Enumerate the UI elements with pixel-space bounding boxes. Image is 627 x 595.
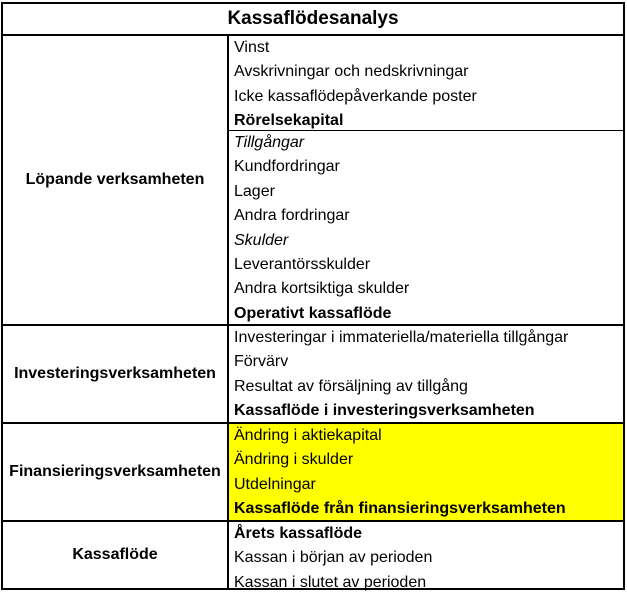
section-label: Kassaflöde [3,522,229,588]
section-items-highlighted [229,424,623,520]
section-kassaflode [3,520,623,591]
section-investering [3,324,623,422]
row-icke-kassaflode: Icke kassaflödepåverkande poster [234,87,477,105]
row-operativt-kassaflode: Operativt kassaflöde [234,304,392,322]
row-leverantorsskulder: Leverantörsskulder [234,255,371,273]
row-resultat-forsaljning: Resultat av försäljning av tillgång [234,377,468,395]
row-avskrivningar: Avskrivningar och nedskrivningar [234,63,469,81]
row-kassaflode-investering: Kassaflöde i investeringsverksamheten [234,402,535,420]
row-forvarv: Förvärv [234,353,289,371]
table-title: Kassaflödesanalys [3,4,623,36]
section-items [229,522,623,591]
section-items [229,36,623,324]
section-lopande [3,36,623,324]
row-kassaflode-finansiering: Kassaflöde från finansieringsverksamheten [234,500,566,518]
row-rorelsekapital: Rörelsekapital [234,112,344,130]
section-label: Finansieringsverksamheten [3,424,229,520]
section-items [229,326,623,422]
row-andring-skulder: Ändring i skulder [234,451,354,469]
row-arets-kassaflode: Årets kassaflöde [234,525,363,542]
row-kassan-slutet: Kassan i slutet av perioden [234,573,427,591]
cashflow-table [1,2,625,590]
row-andra-fordringar: Andra fordringar [234,207,350,225]
row-skulder: Skulder [234,231,289,249]
section-label: Löpande verksamheten [3,36,229,324]
row-lager: Lager [234,182,275,200]
row-kassan-borjan: Kassan i början av perioden [234,549,433,567]
row-tillgangar: Tillgångar [234,134,305,151]
section-label: Investeringsverksamheten [3,326,229,422]
row-kundfordringar: Kundfordringar [234,158,340,176]
subgroup-working-capital [229,130,623,324]
section-finansiering [3,422,623,520]
row-investeringar: Investeringar i immateriella/materiella tillgångar [234,329,569,346]
subgroup-result [229,36,623,128]
row-vinst: Vinst [234,39,270,56]
row-andra-kortsiktiga-skulder: Andra kortsiktiga skulder [234,280,410,298]
row-utdelningar: Utdelningar [234,475,316,493]
row-andring-aktiekapital: Ändring i aktiekapital [234,427,382,444]
